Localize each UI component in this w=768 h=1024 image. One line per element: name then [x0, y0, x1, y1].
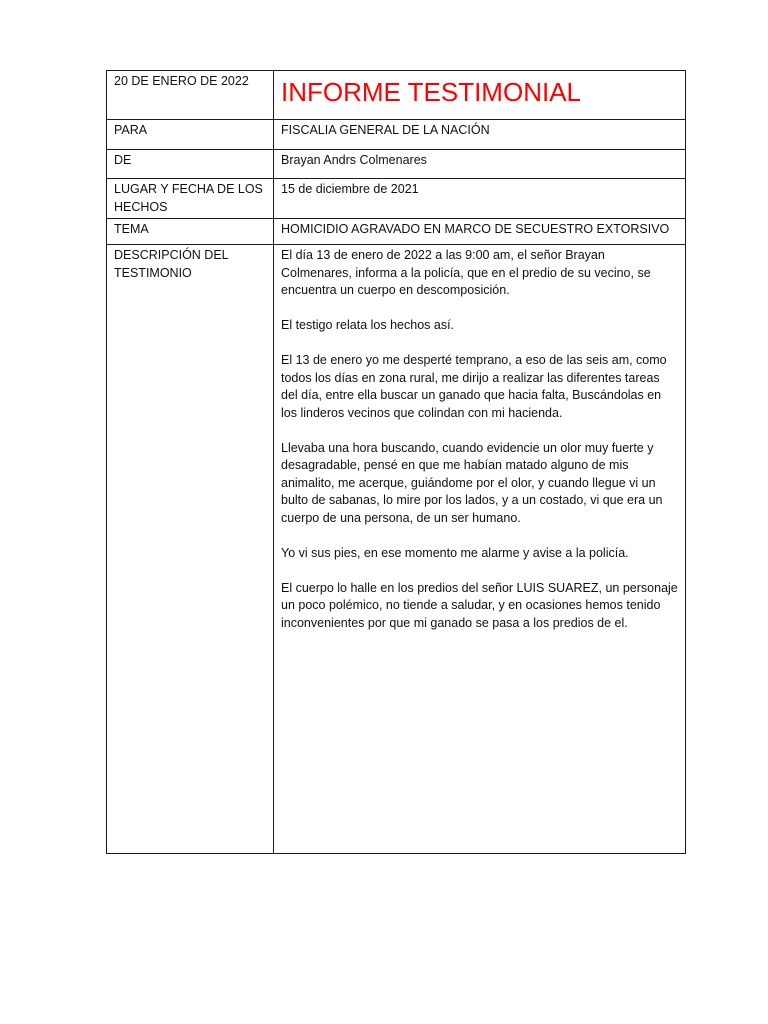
testimony-paragraph: El día 13 de enero de 2022 a las 9:00 am, el señor Brayan Colmenares, informa a la policía, que en el predio de su vecino, se encuentra un cuerpo en descomposición. — [281, 248, 651, 297]
para-value: FISCALIA GENERAL DE LA NACIÓN — [274, 120, 686, 150]
descripcion-label: DESCRIPCIÓN DEL TESTIMONIO — [107, 245, 274, 854]
testimony-paragraph: El testigo relata los hechos así. — [281, 318, 455, 332]
lugar-value: 15 de diciembre de 2021 — [274, 179, 686, 219]
header-row — [107, 71, 686, 120]
testimonial-report-table — [106, 70, 686, 854]
de-label: DE — [107, 150, 274, 179]
testimony-paragraph: Llevaba una hora buscando, cuando evidencie un olor muy fuerte y desagradable, pensé en que me habían matado alguno de mis animalito, me acerque, guiándome por el olor, y cuando llegue vi un bulto de sabanas, lo mire por los lados, y a un costado, vi que era un cuerpo de una persona, de un ser humano. — [281, 440, 663, 525]
report-title: INFORME TESTIMONIAL — [281, 77, 581, 107]
testimony-paragraph: El cuerpo lo halle en los predios del señor LUIS SUAREZ, un personaje un poco polémico, no tiende a saludar, y en ocasiones hemos tenido inconvenientes por que mi ganado se pasa a los predios de el. — [281, 580, 678, 630]
lugar-label: LUGAR Y FECHA DE LOS HECHOS — [107, 179, 274, 219]
lugar-row — [107, 179, 686, 219]
testimony-paragraph: Yo vi sus pies, en ese momento me alarme y avise a la policía. — [281, 545, 629, 560]
para-row — [107, 120, 686, 150]
tema-value: HOMICIDIO AGRAVADO EN MARCO DE SECUESTRO EXTORSIVO — [274, 219, 686, 245]
title-cell — [274, 71, 686, 120]
tema-label: TEMA — [107, 219, 274, 245]
de-value: Brayan Andrs Colmenares — [274, 150, 686, 179]
descripcion-body — [274, 245, 686, 854]
report-date: 20 DE ENERO DE 2022 — [107, 71, 274, 120]
testimony-paragraph: El 13 de enero yo me desperté temprano, a eso de las seis am, como todos los días en zona rural, me dirijo a realizar las diferentes tareas del día, entre ella buscar un ganado que hacia falta, Buscándolas en los linderos vecinos que colindan con mi hacienda. — [281, 353, 667, 420]
descripcion-row — [107, 245, 686, 854]
de-row — [107, 150, 686, 179]
para-label: PARA — [107, 120, 274, 150]
tema-row — [107, 219, 686, 245]
